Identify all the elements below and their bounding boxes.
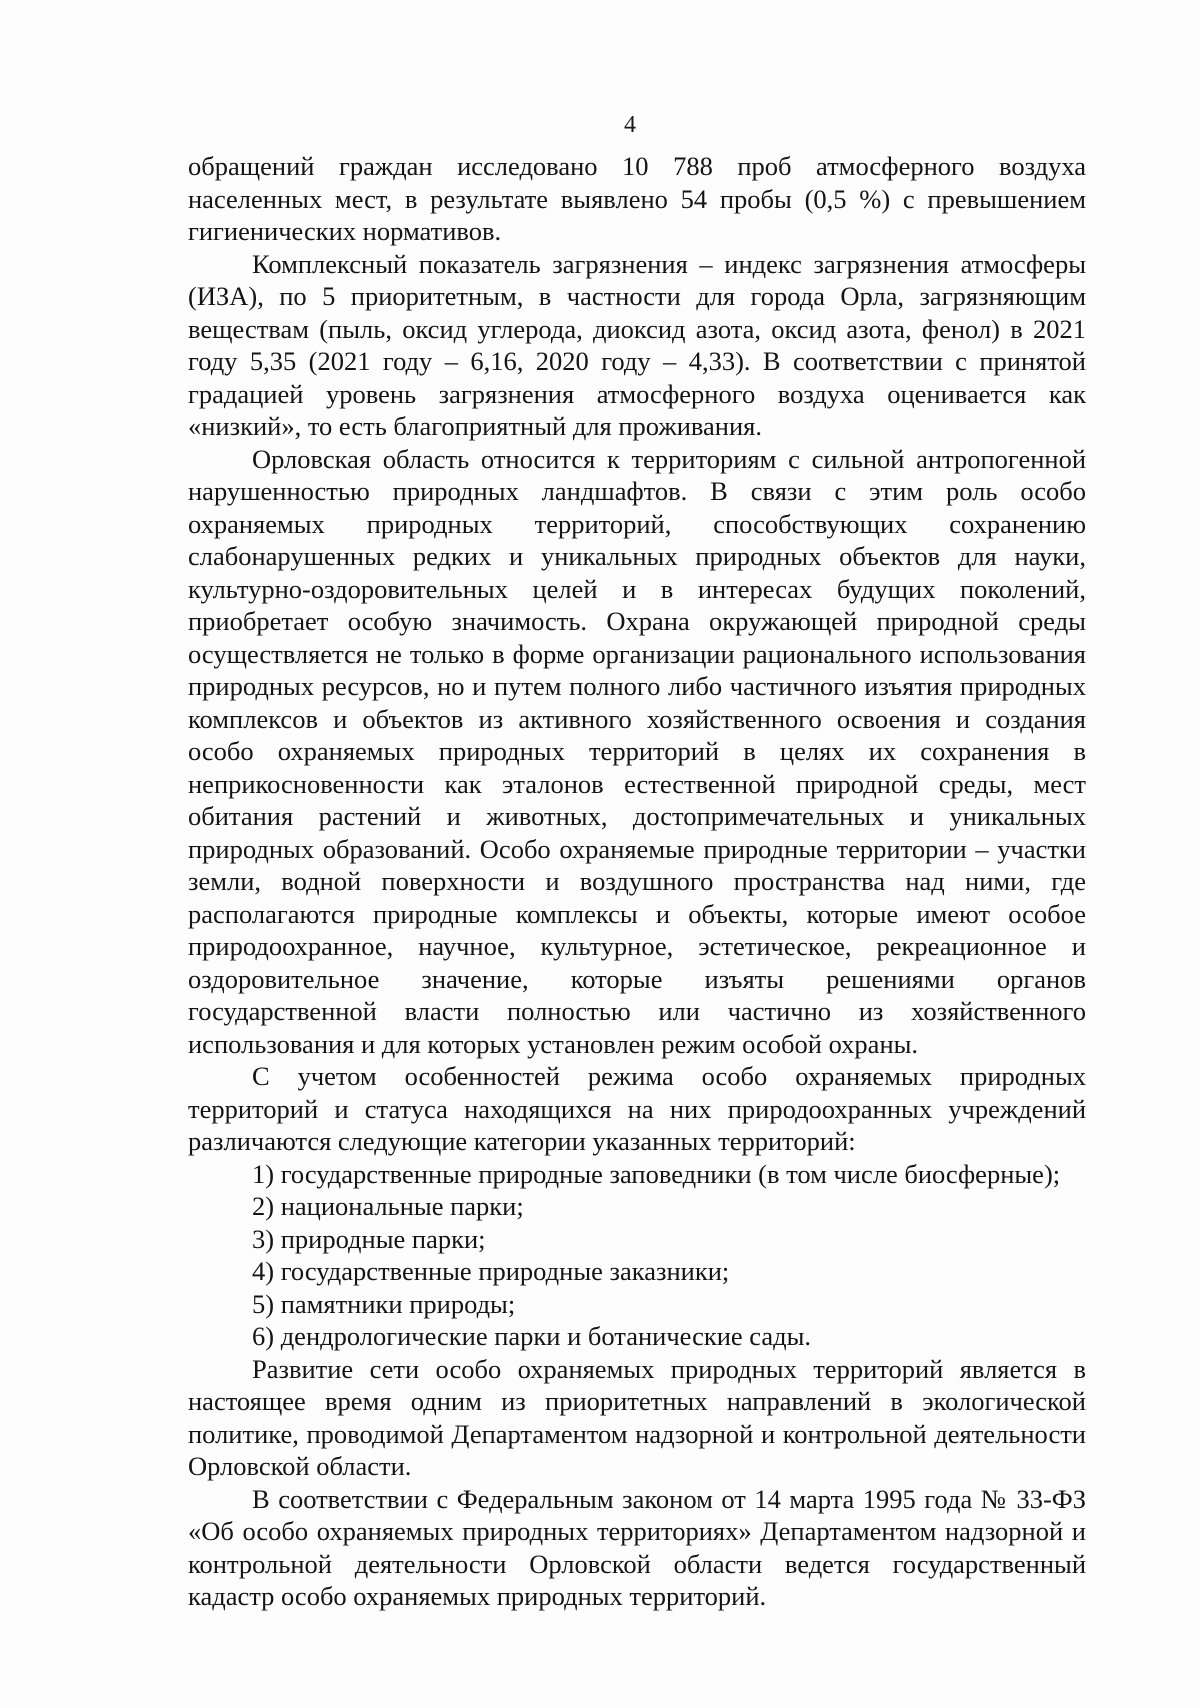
list-item: 3) природные парки; (252, 1223, 486, 1254)
list-item: 1) государственные природные заповедники (в том числе биосферные); (252, 1158, 1061, 1189)
list-item: 6) дендрологические парки и ботанические сады. (252, 1321, 812, 1351)
paragraph-continuation: обращений граждан исследовано 10 788 проб атмосферного воздуха населенных мест, в результате выявлено 54 пробы (0,5 %) с превышением гигиенических нормативов. (188, 151, 1086, 246)
document-body (188, 150, 1086, 1613)
paragraph-categories-intro: С учетом особенностей режима особо охраняемых природных территорий и статуса находящихся на них природоохранных учреждений различаются следующие категории указанных территорий: (188, 1061, 1086, 1156)
paragraph-air-pollution-index: Комплексный показатель загрязнения – индекс загрязнения атмосферы (ИЗА), по 5 приоритетным, в частности для города Орла, загрязняющим веществам (пыль, оксид углерода, диоксид азота, оксид азота, фенол) в 2021 году 5,35 (2021 году – 6,16, 2020 году – 4,33). В соответствии с принятой градацией уровень загрязнения атмосферного воздуха оценивается как «низкий», то есть благоприятный для проживания. (188, 248, 1086, 441)
paragraph-protected-areas: Орловская область относится к территориям с сильной антропогенной нарушенностью природных ландшафтов. В связи с этим роль особо охраняемых природных территорий, способствующих сохранению слабонарушенных редких и уникальных природных объектов для науки, культурно-оздоровительных целей и в интересах будущих поколений, приобретает особую значимость. Охрана окружающей природной среды осуществляется не только в форме организации рационального использования природных ресурсов, но и путем полного либо частичного изъятия природных комплексов и объектов из активного хозяйственного освоения и создания особо охраняемых природных территорий в целях их сохранения в неприкосновенности как эталонов естественной природной среды, мест обитания растений и животных, достопримечательных и уникальных природных образований. Особо охраняемые природные территории – участки земли, водной поверхности и воздушного пространства над ними, где располагаются природные комплексы и объекты, которые имеют особое природоохранное, научное, культурное, эстетическое, рекреационное и оздоровительное значение, которые изъяты решениями органов государственной власти полностью или частично из хозяйственного использования и для которых установлен режим особой охраны. (188, 443, 1086, 1059)
list-item: 4) государственные природные заказники; (252, 1256, 730, 1286)
paragraph-network-development: Развитие сети особо охраняемых природных территорий является в настоящее время одним из приоритетных направлений в экологической политике, проводимой Департаментом надзорной и контрольной деятельности Орловской области. (188, 1353, 1086, 1481)
page-number: 4 (624, 112, 636, 138)
list-item: 2) национальные парки; (252, 1191, 524, 1221)
paragraph-federal-law: В соответствии с Федеральным законом от 14 марта 1995 года № 33-ФЗ «Об особо охраняемых природных территориях» Департаментом надзорной и контрольной деятельности Орловской области ведется государственный кадастр особо охраняемых природных территорий. (188, 1483, 1086, 1611)
list-item: 5) памятники природы; (252, 1288, 516, 1319)
